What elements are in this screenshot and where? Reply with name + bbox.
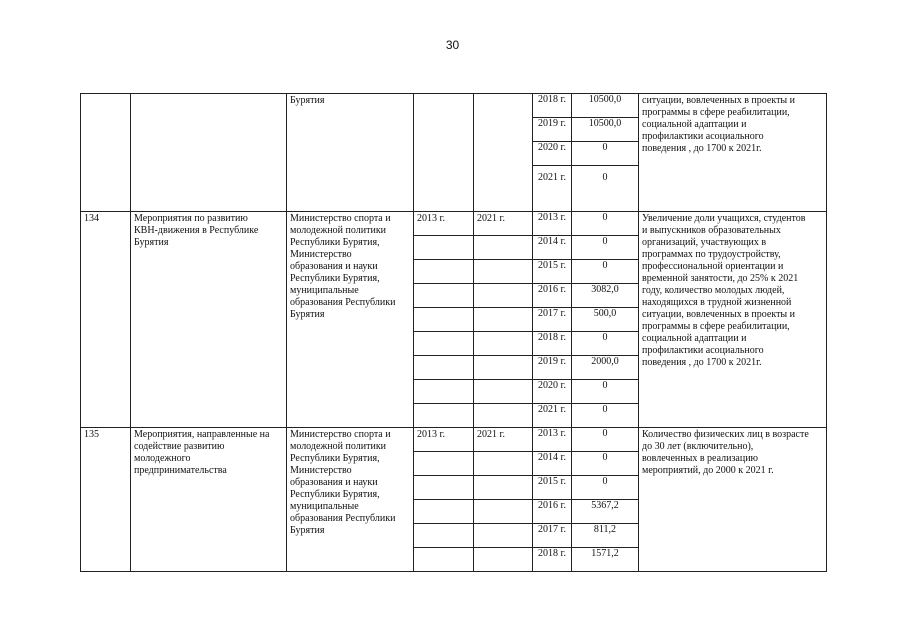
amount-cell: 10500,0	[572, 94, 639, 118]
start-year-cell	[414, 548, 474, 572]
year-cell: 2014 г.	[533, 236, 572, 260]
item-number-cell: 135	[81, 428, 131, 572]
start-year-cell	[414, 404, 474, 428]
end-year-cell	[474, 260, 533, 284]
table-row	[81, 428, 827, 452]
year-cell: 2017 г.	[533, 524, 572, 548]
year-cell: 2021 г.	[533, 166, 572, 212]
end-year-cell	[474, 500, 533, 524]
start-year-cell	[414, 308, 474, 332]
amount-cell: 2000,0	[572, 356, 639, 380]
start-year-cell	[414, 260, 474, 284]
result-cell: ситуации, вовлеченных в проекты и программы в сфере реабилитации, социальной адаптации и профилактики асоциального поведения , до 1700 к 2021г.	[639, 94, 827, 212]
executor-cell: Министерство спорта и молодежной политики Республики Бурятия, Министерство образования и науки Республики Бурятия, муниципальные образования Республики Бурятия	[287, 428, 414, 572]
executor-cell: Министерство спорта и молодежной политики Республики Бурятия, Министерство образования и науки Республики Бурятия, муниципальные образования Республики Бурятия	[287, 212, 414, 428]
amount-cell: 0	[572, 142, 639, 166]
start-year-cell	[414, 332, 474, 356]
year-cell: 2014 г.	[533, 452, 572, 476]
amount-cell: 0	[572, 404, 639, 428]
start-year-cell	[414, 476, 474, 500]
amount-cell: 0	[572, 452, 639, 476]
result-cell: Увеличение доли учащихся, студентов и выпускников образовательных организаций, участвующих в программах по трудоустройству, профессиональной ориентации и временной занятости, до 25% к 2021 году, количество молодых людей, находящихся в трудной жизненной ситуации, вовлеченных в проекты и программы в сфере реабилитации, социальной адаптации и профилактики асоциального поведения , до 1700 к 2021г.	[639, 212, 827, 428]
end-year-cell	[474, 524, 533, 548]
end-year-cell	[474, 380, 533, 404]
start-year-cell	[414, 356, 474, 380]
amount-cell: 0	[572, 260, 639, 284]
executor-cell: Бурятия	[287, 94, 414, 212]
amount-cell: 10500,0	[572, 118, 639, 142]
end-year-cell	[474, 404, 533, 428]
year-cell: 2013 г.	[533, 428, 572, 452]
end-year-cell	[474, 236, 533, 260]
item-name-cell: Мероприятия по развитию КВН-движения в Республике Бурятия	[131, 212, 287, 428]
program-table	[80, 93, 827, 572]
start-year-cell	[414, 236, 474, 260]
start-year-cell	[414, 452, 474, 476]
end-year-cell	[474, 308, 533, 332]
table-row	[81, 212, 827, 236]
item-number-cell: 134	[81, 212, 131, 428]
year-cell: 2019 г.	[533, 356, 572, 380]
year-cell: 2016 г.	[533, 284, 572, 308]
end-year-cell	[474, 476, 533, 500]
start-year-cell: 2013 г.	[414, 212, 474, 236]
year-cell: 2020 г.	[533, 380, 572, 404]
end-year-cell	[474, 356, 533, 380]
end-year-cell: 2021 г.	[474, 428, 533, 452]
year-cell: 2015 г.	[533, 260, 572, 284]
amount-cell: 3082,0	[572, 284, 639, 308]
year-cell: 2021 г.	[533, 404, 572, 428]
amount-cell: 0	[572, 236, 639, 260]
year-cell: 2016 г.	[533, 500, 572, 524]
start-year-cell	[414, 380, 474, 404]
year-cell: 2018 г.	[533, 94, 572, 118]
amount-cell: 811,2	[572, 524, 639, 548]
start-year-cell	[414, 524, 474, 548]
year-cell: 2020 г.	[533, 142, 572, 166]
start-year-cell: 2013 г.	[414, 428, 474, 452]
amount-cell: 5367,2	[572, 500, 639, 524]
amount-cell: 0	[572, 332, 639, 356]
end-year-cell	[474, 284, 533, 308]
end-year-cell	[474, 332, 533, 356]
amount-cell: 0	[572, 428, 639, 452]
end-year-cell	[474, 548, 533, 572]
year-cell: 2019 г.	[533, 118, 572, 142]
amount-cell: 500,0	[572, 308, 639, 332]
year-cell: 2013 г.	[533, 212, 572, 236]
result-cell: Количество физических лиц в возрасте до 30 лет (включительно), вовлеченных в реализацию мероприятий, до 2000 к 2021 г.	[639, 428, 827, 572]
amount-cell: 0	[572, 166, 639, 212]
amount-cell: 0	[572, 212, 639, 236]
year-cell: 2018 г.	[533, 548, 572, 572]
year-cell: 2017 г.	[533, 308, 572, 332]
amount-cell: 1571,2	[572, 548, 639, 572]
year-cell: 2018 г.	[533, 332, 572, 356]
year-cell: 2015 г.	[533, 476, 572, 500]
item-name-cell: Мероприятия, направленные на содействие развитию молодежного предпринимательства	[131, 428, 287, 572]
end-year-cell: 2021 г.	[474, 212, 533, 236]
end-year-cell	[474, 94, 533, 212]
page-number: 30	[445, 38, 460, 52]
amount-cell: 0	[572, 476, 639, 500]
table-row	[81, 94, 827, 118]
amount-cell: 0	[572, 380, 639, 404]
start-year-cell	[414, 94, 474, 212]
item-name-cell	[131, 94, 287, 212]
item-number-cell	[81, 94, 131, 212]
start-year-cell	[414, 284, 474, 308]
start-year-cell	[414, 500, 474, 524]
end-year-cell	[474, 452, 533, 476]
